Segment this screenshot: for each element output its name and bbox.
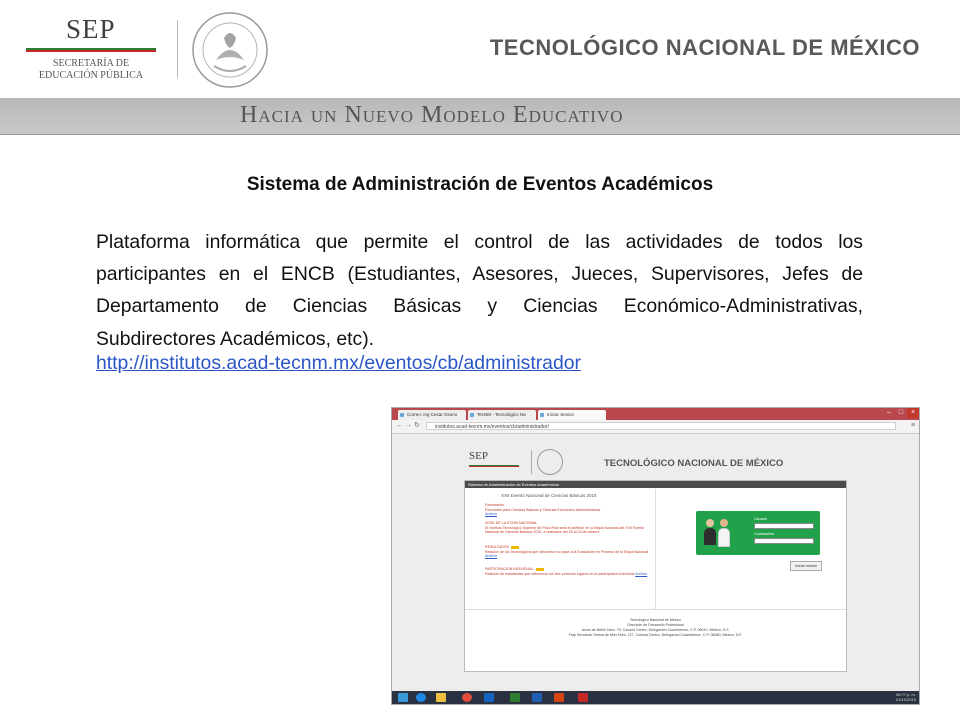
description-paragraph: Plataforma informática que permite el control de las actividades de todos los participantes en el ENCB (Estudiantes, Asesores, Jueces, Supervisores, Jefes de Departamento de Ciencias Básicas y Ciencias Económico-Administrativas, Subdirectores Académicos, etc).: [96, 231, 863, 350]
inner-institution-title: TECNOLÓGICO NACIONAL DE MÉXICO: [604, 458, 784, 469]
address-bar[interactable]: institutos.acad-tecnm.mx/eventos/cb/administrador/: [426, 422, 896, 430]
sep-logo-text: SEP: [66, 14, 116, 44]
system-url-link[interactable]: http://institutos.acad-tecnm.mx/eventos/cb/administrador: [96, 352, 581, 374]
pdf-reader-icon[interactable]: [578, 693, 588, 702]
browser-tab-active[interactable]: Iniciar Sesion: [538, 410, 606, 420]
username-label: Usuario: [754, 517, 768, 521]
username-input[interactable]: [754, 523, 814, 529]
password-input[interactable]: [754, 538, 814, 544]
user-avatar-icon: [704, 519, 716, 545]
archivo-link[interactable]: Archivo: [485, 512, 497, 517]
new-badge: [536, 568, 544, 571]
header-divider: [177, 20, 178, 78]
forward-arrow-icon[interactable]: →: [405, 422, 412, 429]
new-badge: [511, 546, 519, 549]
back-arrow-icon[interactable]: ←: [396, 422, 403, 429]
page-header: [0, 0, 960, 98]
reload-icon[interactable]: ↻: [414, 422, 420, 429]
browser-tab[interactable]: Correo: Ing Cesar Osorio: [398, 410, 466, 420]
archivo-link[interactable]: Archivo: [635, 571, 648, 576]
password-label: Contraseña: [754, 532, 774, 536]
event-name: XXII Evento Nacional de Ciencias Básicas 2015: [501, 493, 597, 498]
browser-screenshot: [391, 407, 920, 705]
user-avatar-icon: [718, 519, 730, 545]
slogan-text: Hacia un Nuevo Modelo Educativo: [240, 102, 624, 128]
panel-footer: Tecnológico Nacional de México Dirección de Desarrollo Profesional Arcos de Belén Núm. 79, Colonia Centro, Delegación Cuauhtémoc, C.P. 06010, México, D.F. Fray Servando Teresa de Mier Núm. 127, Colonia Centro, Delegación Cuauhtémoc, C.P. 06080, México, D.F.: [465, 609, 846, 669]
powerpoint-icon[interactable]: [554, 693, 564, 702]
inner-header: [464, 446, 844, 480]
slogan-band: [0, 98, 960, 135]
ie-browser-icon[interactable]: [416, 693, 426, 702]
announcements-column: [465, 489, 653, 609]
national-seal-icon: [190, 10, 270, 90]
system-clock: 06:?? p. m. 01/10/2015: [895, 692, 916, 702]
tab-favicon-icon: [540, 413, 544, 417]
list-item: RESULTADOS Relación de los Tecnológicos que obtuvieron su pase a la Evaluación en Proceso de la Etapa Nacional Archivo: [485, 545, 649, 559]
inner-seal-icon: [537, 449, 563, 475]
browser-menu-icon[interactable]: ≡: [910, 422, 915, 429]
windows-taskbar: [392, 691, 919, 704]
list-item: SEDE DE LA ETAPA NACIONAL El Instituto Tecnológico Superior de Poza Rica será el anfitrión en la Etapa Nacional del XXII Evento Nacional de Ciencias Básicas 2015, a realizarse del 20 al 23 de octubre: [485, 521, 645, 535]
institution-title: TECNOLÓGICO NACIONAL DE MÉXICO: [489, 35, 920, 60]
admin-panel: [464, 480, 847, 672]
browser-toolbar: [392, 420, 919, 434]
close-icon[interactable]: ×: [907, 408, 919, 418]
chrome-browser-icon[interactable]: [462, 693, 472, 702]
archivo-link[interactable]: Archivo: [485, 554, 497, 559]
excel-icon[interactable]: [510, 693, 520, 702]
login-column: [655, 489, 844, 609]
panel-title-bar: Sistema de Administración de Eventos Académicos: [465, 481, 846, 488]
maximize-icon[interactable]: □: [898, 409, 904, 416]
window-controls: [883, 408, 919, 418]
tab-favicon-icon: [470, 413, 474, 417]
start-button-icon[interactable]: [398, 693, 408, 702]
tab-favicon-icon: [400, 413, 404, 417]
page-title: Sistema de Administración de Eventos Académicos: [246, 174, 714, 195]
list-item: Formularios Formulario para Ciencias Básicas y Ciencias Económico Administrativas Archivo: [485, 503, 601, 517]
login-box: [696, 511, 820, 555]
sep-logo-stripes: [26, 48, 156, 52]
word-icon[interactable]: [532, 693, 542, 702]
sep-logo-subtitle: SECRETARÍA DE EDUCACIÓN PÚBLICA: [38, 58, 144, 81]
browser-tab[interactable]: TecNM - Tecnológico Na: [468, 410, 536, 420]
browser-viewport: [392, 434, 919, 691]
list-item: PARTICIPACION INDIVIDUAL Relación de estudiantes que obtuvieron los tres primeros lugares en la participación individual Archivo: [485, 567, 648, 576]
inner-sep-logo: SEP: [469, 450, 488, 462]
browser-tab-strip: [392, 408, 919, 420]
app-icon[interactable]: [484, 693, 494, 702]
file-explorer-icon[interactable]: [436, 693, 446, 702]
login-button[interactable]: Iniciar sesión: [790, 561, 822, 571]
inner-header-divider: [531, 450, 532, 474]
minimize-icon[interactable]: –: [887, 409, 891, 416]
